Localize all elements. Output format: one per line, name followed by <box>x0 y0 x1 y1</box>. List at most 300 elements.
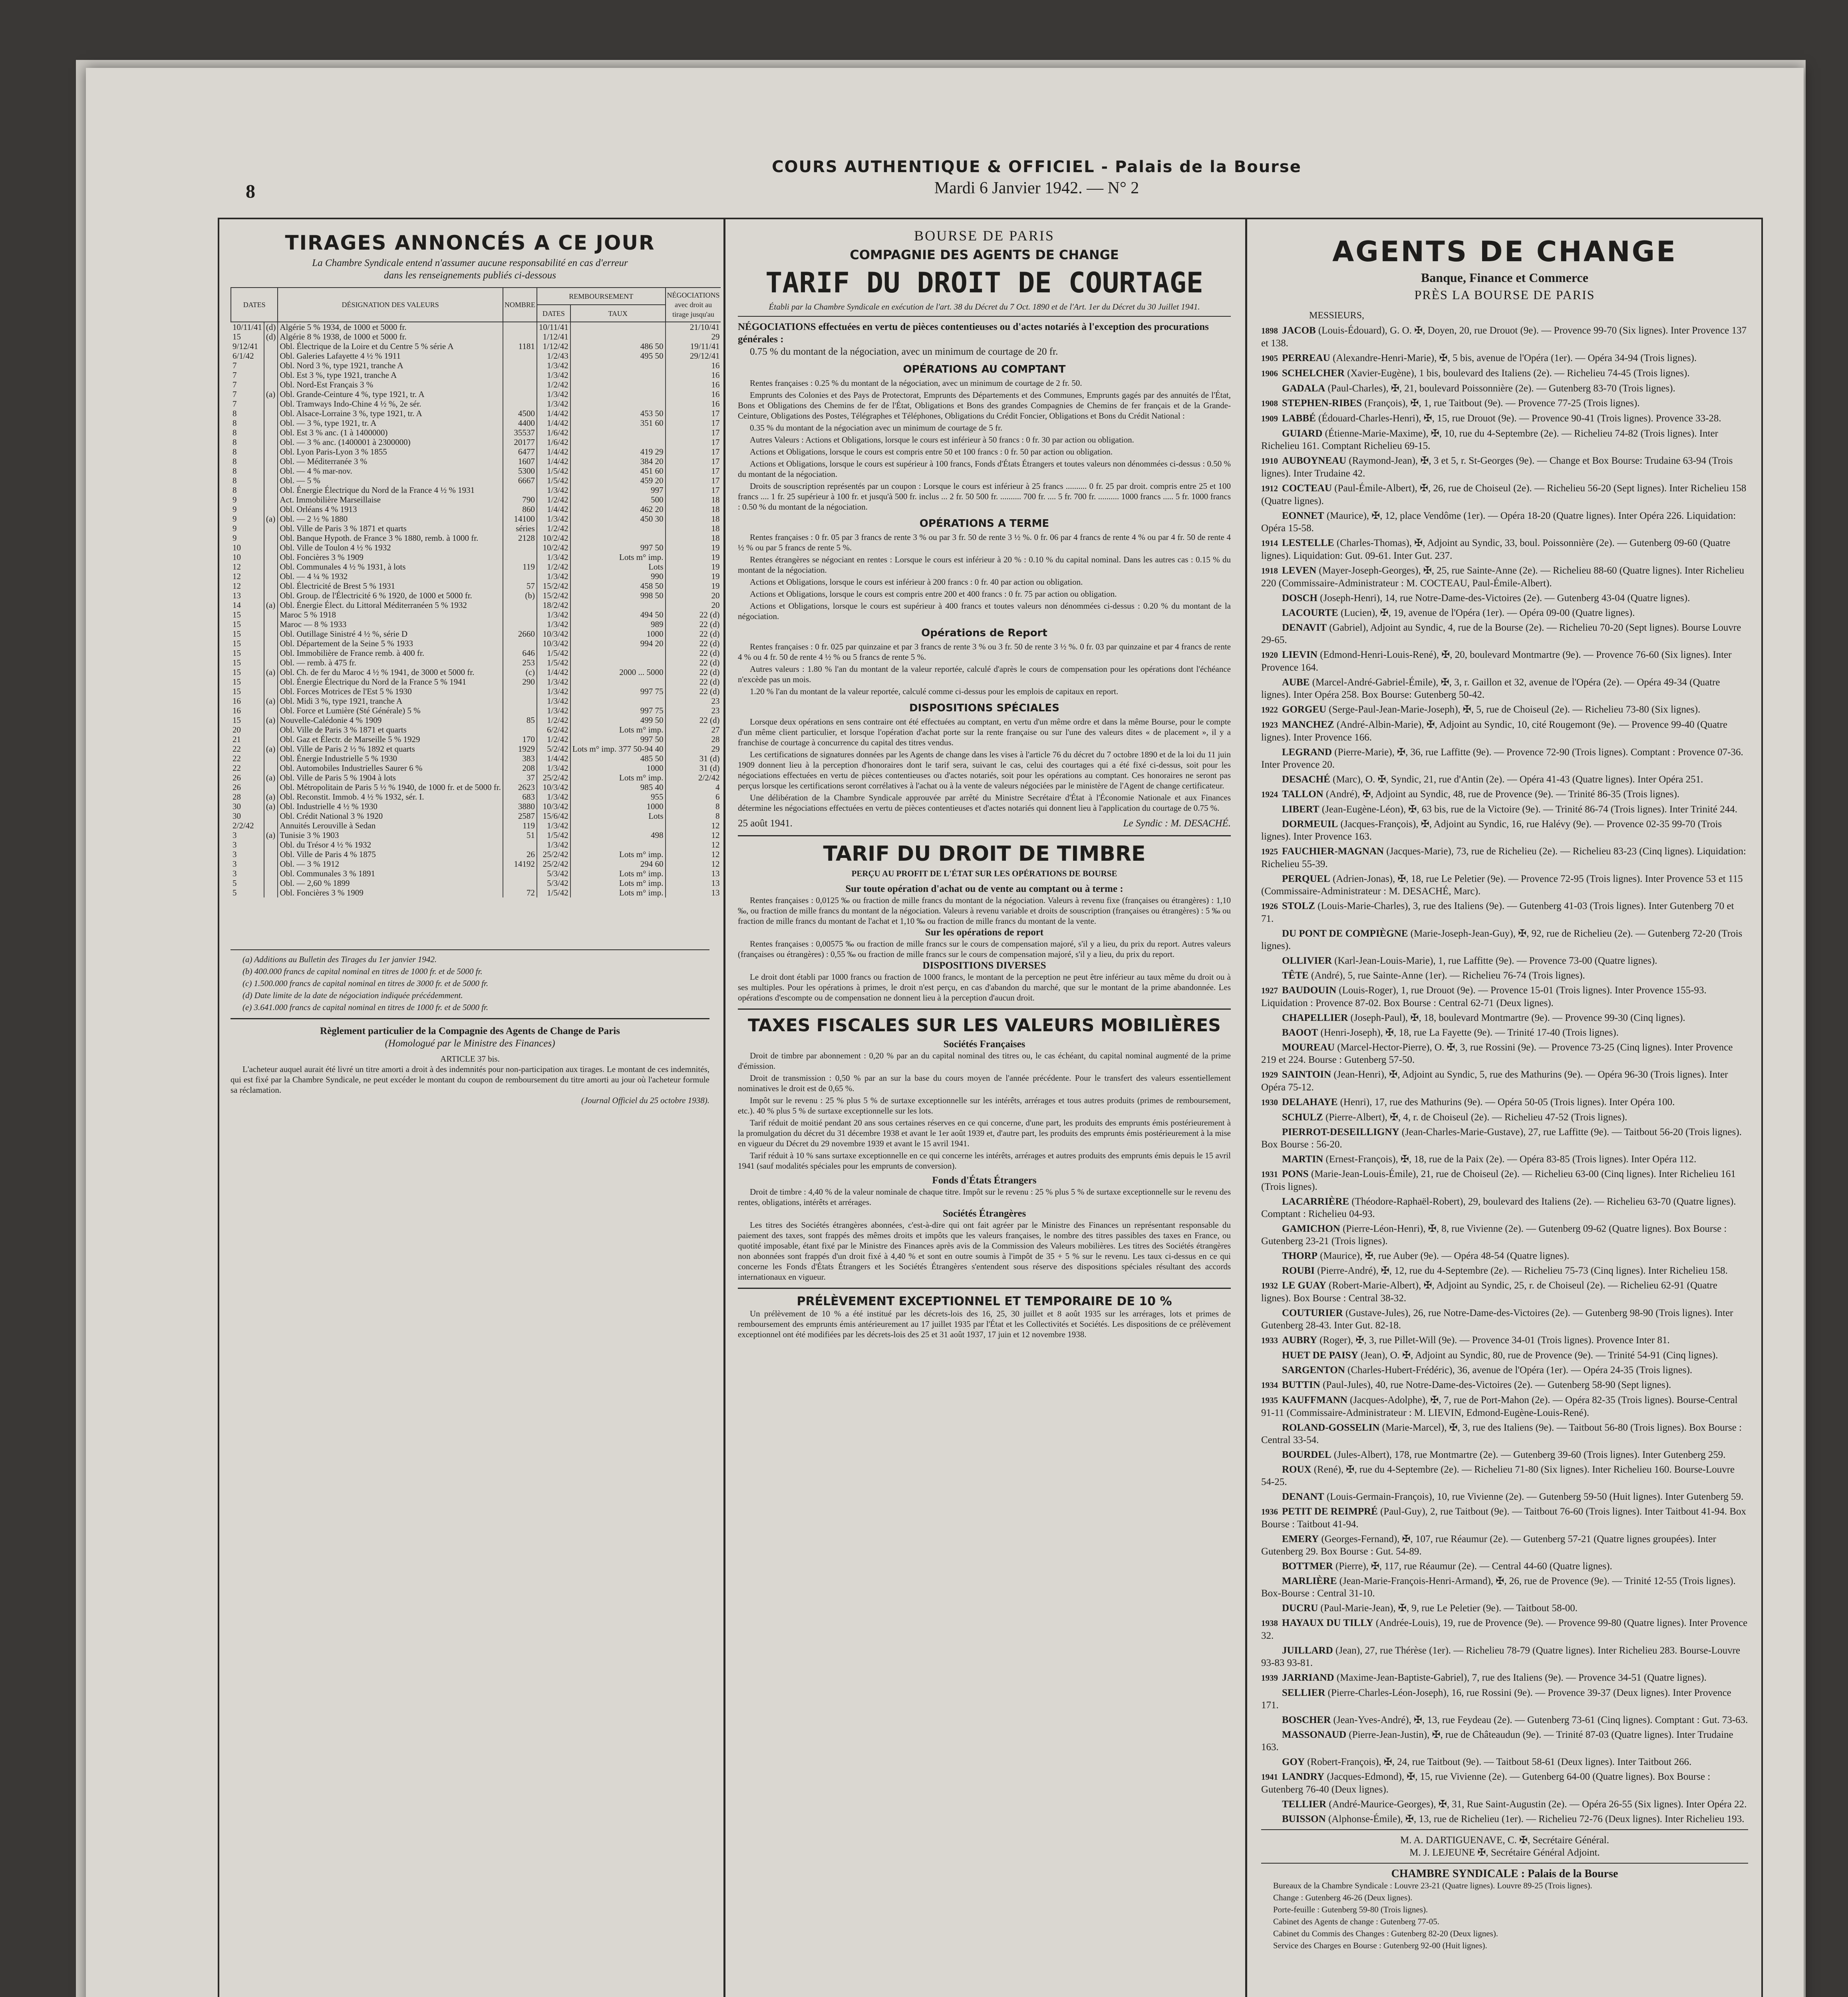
agent-name: DU PONT DE COMPIÈGNE <box>1282 928 1408 939</box>
tirage-cell: 15 <box>232 658 241 667</box>
tirage-cell: 16 <box>666 370 721 380</box>
tirage-cell: 500 <box>570 495 666 504</box>
agent-details: (Raymond-Jean), ✠, 3 et 5, r. St-Georges (9e). — Change et Box Bourse: Trudaine 63-94 (Trois lignes). Inter Trudaine 42. <box>1261 455 1733 479</box>
agent-name: SAINTOIN <box>1282 1069 1331 1080</box>
agent-details: (Charles-Hubert-Frédéric), 36, avenue de l'Opéra (1er). — Opéra 24-35 (Trois lignes). <box>1345 1365 1693 1376</box>
agent-entry <box>1261 1729 1748 1753</box>
agent-year: 1898 <box>1261 326 1278 335</box>
tirage-cell: 2587 <box>503 811 537 821</box>
tirage-cell: Obl. — 4 ¼ % 1932 <box>278 572 503 581</box>
tirage-cell <box>503 389 537 399</box>
tirage-cell: 10/3/42 <box>537 782 570 792</box>
agent-entry <box>1261 1153 1748 1165</box>
tirage-row <box>231 552 721 562</box>
tirage-cell: 10/11/41 <box>232 322 262 332</box>
reglement-text: L'acheteur auquel aurait été livré un titre amorti a droit à des indemnités pour non-participation aux tirages. Le montant de ces indemnités, qui est fixé par la Chambre Syndicale, ne peut excéder le montant du coupon de remboursement du titre amorti au jour où l'acheteur formule sa réclamation. <box>231 1064 709 1095</box>
agent-entry <box>1261 1687 1748 1711</box>
agent-entry <box>1261 984 1748 1009</box>
tirage-cell: 16 <box>666 361 721 370</box>
tirage-cell: Obl. — remb. à 475 fr. <box>278 658 503 667</box>
agent-details: (Pierre), ✠, 117, rue Réaumur (2e). — Central 44-60 (Quatre lignes). <box>1333 1561 1612 1572</box>
agent-name: JARRIAND <box>1282 1672 1334 1683</box>
agent-entry <box>1261 367 1748 380</box>
agent-entry <box>1261 607 1748 619</box>
tirage-cell: Obl. Ville de Paris 3 % 1871 et quarts <box>278 524 503 533</box>
agent-entry <box>1261 1168 1748 1193</box>
tirage-cell: 485 50 <box>570 754 666 763</box>
agent-name: GOY <box>1282 1757 1305 1767</box>
agent-year: 1932 <box>1261 1281 1278 1290</box>
agent-year: 1923 <box>1261 720 1278 730</box>
agent-entry <box>1261 1505 1748 1531</box>
tirage-cell: 1/3/42 <box>537 361 570 370</box>
tirage-cell <box>264 782 278 792</box>
tirage-row <box>231 782 721 792</box>
tirage-cell: Obl. Ville de Toulon 4 ½ % 1932 <box>278 543 503 552</box>
tirage-cell <box>264 658 278 667</box>
tirage-cell: 28 <box>666 734 721 744</box>
tirage-cell: 5/3/42 <box>537 869 570 878</box>
tirage-cell: (d) <box>264 322 278 332</box>
agent-entry <box>1261 510 1748 534</box>
tirage-row <box>231 437 721 447</box>
tirage-cell: Obl. Immobilière de France remb. à 400 fr. <box>278 648 503 658</box>
tirage-cell: Obl. Nord-Est Français 3 % <box>278 380 503 389</box>
agent-year: 1927 <box>1261 986 1278 995</box>
tirage-cell: (a) <box>264 667 278 677</box>
tirage-row <box>231 370 721 380</box>
courtage-column <box>727 219 1242 1997</box>
tirage-cell: 22 (d) <box>666 677 721 687</box>
dispositions-title: DISPOSITIONS SPÉCIALES <box>909 702 1060 714</box>
agent-details: (Théodore-Raphaël-Robert), 29, boulevard des Italiens (2e). — Richelieu 63-70 (Quatre lignes). Comptant : Richelieu 04-93. <box>1261 1196 1736 1219</box>
tirage-cell <box>264 725 278 734</box>
tirage-cell <box>503 552 537 562</box>
agent-name: MANCHEZ <box>1282 719 1334 730</box>
tirage-cell: 1181 <box>503 341 537 351</box>
agent-details: (Roger), ✠, 3, rue Pillet-Will (9e). — Provence 34-01 (Trois lignes). Provence Inter 81. <box>1317 1335 1670 1346</box>
prelevement-title: PRÉLÈVEMENT EXCEPTIONNEL ET TEMPORAIRE DE 10 % <box>797 1294 1172 1308</box>
agent-details: (Jacques-Marie), 73, rue de Richelieu (2e). — Richelieu 83-23 (Cinq lignes). Liquidation: Richelieu 55-39. <box>1261 846 1746 869</box>
tirage-cell: Algérie 8 % 1938, de 1000 et 5000 fr. <box>278 332 503 341</box>
tirage-row <box>231 524 721 533</box>
tirage-cell: Tunisie 3 % 1903 <box>278 830 503 840</box>
chambre-line: Cabinet du Commis des Changes : Gutenberg 82-20 (Deux lignes). <box>1273 1929 1498 1938</box>
agent-name: SELLIER <box>1282 1687 1325 1698</box>
tirage-cell <box>264 457 278 466</box>
tirage-cell: Lots m° imp. <box>570 850 666 859</box>
tirage-cell: 1/5/42 <box>537 648 570 658</box>
tirage-cell: 22 (d) <box>666 715 721 725</box>
tirage-cell: 17 <box>666 437 721 447</box>
tirage-cell: 10/2/42 <box>537 533 570 543</box>
agent-entry <box>1261 649 1748 674</box>
tirage-cell: 15/2/42 <box>537 591 570 600</box>
compagnie-heading: COMPAGNIE DES AGENTS DE CHANGE <box>850 247 1119 262</box>
tirage-cell <box>264 351 278 361</box>
tirage-cell: 16 <box>232 696 241 706</box>
agent-name: KAUFFMANN <box>1282 1395 1347 1405</box>
tirage-row <box>231 380 721 389</box>
tirage-cell: Obl. — 2 ½ % 1880 <box>278 514 503 524</box>
tirage-cell: 15 <box>232 667 241 677</box>
tirage-row <box>231 648 721 658</box>
societes-francaises-paragraph: Droit de transmission : 0,50 % par an sur la base du cours moyen de l'année précédente. Pour le transfert des valeurs essentiellement nominatives le droit est de 0,65 %. <box>738 1073 1231 1093</box>
tirage-cell: Obl. Électricité de Brest 5 % 1931 <box>278 581 503 591</box>
col-header-taux: TAUX <box>570 305 666 322</box>
tirage-cell: Lots m° imp. <box>570 878 666 888</box>
tirage-cell: Obl. Reconstit. Immob. 4 ½ % 1932, sér. I. <box>278 792 503 802</box>
tirage-cell <box>264 543 278 552</box>
tirage-cell: 31 (d) <box>666 754 721 763</box>
tirage-row <box>231 504 721 514</box>
societes-francaises-text <box>738 1050 1231 1171</box>
agent-details: (Robert-Marie-Albert), ✠, Adjoint au Syndic, 25, r. de Choiseul (2e). — Richelieu 62-91 (Quatre lignes). Box Bourse : Central 38-32. <box>1261 1280 1717 1304</box>
terme-paragraph: Actions et Obligations, lorsque le cours est supérieur à 400 francs et toutes valeurs non dénommées ci-dessus : 0.20 % du montant de la négociation. <box>738 601 1231 621</box>
agent-details: (Édouard-Charles-Henri), ✠, 15, rue Drouot (9e). — Provence 90-41 (Trois lignes). Provence 33-28. <box>1315 413 1721 424</box>
agent-details: (Robert-François), ✠, 24, rue Taitbout (9e). — Taitbout 58-61 (Deux lignes). Inter Taitbout 266. <box>1304 1757 1692 1767</box>
tirage-cell: 3 <box>232 840 237 850</box>
tirage-cell: 8 <box>232 418 237 428</box>
tirage-cell: 14 <box>232 600 241 610</box>
tirage-row <box>231 763 721 773</box>
societes-etrangeres-text: Les titres des Sociétés étrangères abonnées, c'est-à-dire qui ont fait agréer par le Ministre des Finances un représentant responsable du paiement des taxes, sont frappés des mêmes droits et impôts que les valeurs françaises, le nombre des titres passibles des taxes en France, ou quotité imposable, étant fixé par le Ministre des Finances après avis de la Commission des Valeurs mobilières. Les titres des Sociétés étrangères non abonnées sont frappés d'un droit fixé à 4,40 % et sont en outre soumis à l'impôt de 35 + 5 % sur le revenu. Les taux ci-dessus en ce qui concerne les Fonds d'États Étrangers et les Sociétés Étrangères s'entendent sous réserve des dispositions spéciales résultant des accords internationaux en vigueur. <box>738 1220 1231 1282</box>
societes-francaises-paragraph: Tarif réduit de moitié pendant 20 ans sous certaines réserves en ce qui concerne, d'une part, les produits des emprunts émis postérieurement à la promulgation du décret du 31 décembre 1938 et avant le 1er août 1939 et, d'autre part, les produits des emprunts émis postérieurement à la mise en vigueur du Décret du 29 novembre 1939 et avant le 15 avril 1941. <box>738 1118 1231 1148</box>
tirage-cell: 985 40 <box>570 782 666 792</box>
tirage-cell <box>264 409 278 418</box>
agent-name: TELLIER <box>1282 1799 1327 1810</box>
agent-details: (Louis-Édouard), G. O. ✠, Doyen, 20, rue Drouot (9e). — Provence 99-70 (Six lignes). Inter Provence 137 et 138. <box>1261 325 1747 349</box>
agent-name: EMERY <box>1282 1534 1319 1544</box>
chambre-lines <box>1261 1880 1748 1951</box>
tirage-cell: 15 <box>232 610 241 619</box>
tirage-note: (b) 400.000 francs de capital nominal en titres de 1000 fr. et de 5000 fr. <box>242 967 483 976</box>
tirage-row <box>231 821 721 830</box>
agent-entry <box>1261 1012 1748 1024</box>
agent-entry <box>1261 1575 1748 1600</box>
tirage-cell: 1/5/42 <box>537 476 570 485</box>
tirage-cell <box>570 428 666 437</box>
tirage-row <box>231 389 721 399</box>
tirage-cell: (a) <box>264 389 278 399</box>
tirage-cell: Obl. — 4 % mar-nov. <box>278 466 503 476</box>
tirage-cell: 119 <box>503 562 537 572</box>
agent-name: MOUREAU <box>1282 1042 1335 1053</box>
tirage-cell: 6 <box>666 792 721 802</box>
tirage-cell <box>264 476 278 485</box>
tirage-cell: 955 <box>570 792 666 802</box>
dispositions-paragraph: Une délibération de la Chambre Syndicale approuvée par arrêté du Ministre Secrétaire d'État à l'Économie Nationale et aux Finances détermine les négociations effectuées en vertu de pièces contentieuses et d'actes notariés qui donnent lieu à l'application du courtage de 0.75 %. <box>738 793 1231 813</box>
agent-year: 1926 <box>1261 901 1278 911</box>
tirage-cell: Obl. Département de la Seine 5 % 1933 <box>278 639 503 648</box>
tirage-cell: (a) <box>264 514 278 524</box>
agent-details: (Henri-Joseph), ✠, 18, rue La Fayette (9e). — Trinité 17-40 (Trois lignes). <box>1318 1027 1619 1038</box>
agent-name: HUET DE PAISY <box>1282 1350 1358 1361</box>
tirage-cell: 15 <box>232 677 241 687</box>
col-header-nombre: NOMBRE <box>503 288 537 322</box>
tirage-cell <box>264 687 278 696</box>
tirage-cell <box>264 734 278 744</box>
reglement-source: (Journal Officiel du 25 octobre 1938). <box>581 1096 709 1105</box>
tirage-cell <box>264 466 278 476</box>
tirage-cell: 1/3/42 <box>537 399 570 409</box>
fonds-etrangers-text: Droit de timbre : 4,40 % de la valeur nominale de chaque titre. Impôt sur le revenu : 25 % plus 5 % de surtaxe exceptionnelle sur le revenu des rentes, obligations, intérêts et arrérages. <box>738 1187 1231 1207</box>
agent-details: (Maxime-Jean-Baptiste-Gabriel), 7, rue des Italiens (9e). — Provence 34-51 (Quatre lignes). <box>1334 1672 1707 1683</box>
courtage-title: TARIF DU DROIT DE COURTAGE <box>765 266 1203 299</box>
tirage-cell <box>570 533 666 543</box>
masthead <box>647 158 1426 198</box>
tirage-cell: 26 <box>232 782 241 792</box>
comptant-paragraph: 0.35 % du montant de la négociation avec un minimum de courtage de 5 fr. <box>750 423 1003 433</box>
tirage-cell <box>570 648 666 658</box>
tirage-cell: 998 50 <box>570 591 666 600</box>
tirage-cell: 17 <box>666 466 721 476</box>
agent-details: (Marie-Joseph-Jean-Guy), ✠, 92, rue de Richelieu (2e). — Gutenberg 72-20 (Trois lignes). <box>1261 928 1743 951</box>
agent-year: 1922 <box>1261 705 1278 715</box>
agent-name: BAOOT <box>1282 1027 1318 1038</box>
agent-name: BAUDOUIN <box>1282 985 1337 996</box>
tirage-cell: Obl. Ville de Paris 4 % 1875 <box>278 850 503 859</box>
agent-entry <box>1261 1771 1748 1796</box>
tirage-cell: 5 <box>232 888 237 897</box>
tirage-cell: 17 <box>666 428 721 437</box>
agent-year: 1925 <box>1261 847 1278 856</box>
tirage-cell: 990 <box>570 572 666 581</box>
agent-details: (Louis-Germain-François), 10, rue Vivienne (2e). — Gutenberg 59-50 (Huit lignes). Inter Gutenberg 59. <box>1324 1491 1744 1502</box>
column-divider <box>723 219 725 1997</box>
agent-entry <box>1261 482 1748 507</box>
agent-name: BOTTMER <box>1282 1561 1333 1572</box>
tirage-cell: 5/2/42 <box>537 744 570 754</box>
tirage-cell: 20177 <box>503 437 537 447</box>
tirage-cell: 25/2/42 <box>537 850 570 859</box>
agent-entry <box>1261 455 1748 480</box>
agents-title: AGENTS DE CHANGE <box>1332 235 1677 268</box>
tirage-cell: 997 <box>570 485 666 495</box>
tirages-table <box>231 287 721 897</box>
tirage-cell: 495 50 <box>570 351 666 361</box>
agent-entry <box>1261 1265 1748 1277</box>
agent-details: (Étienne-Marie-Maxime), ✠, 10, rue du 4-Septembre (2e). — Richelieu 74-82 (Trois lignes). Inter Richelieu 161. Comptant Richelieu 69-15. <box>1261 428 1718 451</box>
agent-entry <box>1261 1223 1748 1247</box>
tirage-cell: 20 <box>666 600 721 610</box>
tirage-cell <box>264 581 278 591</box>
tirage-cell: (a) <box>264 830 278 840</box>
tirage-cell: 1/3/42 <box>537 792 570 802</box>
agent-details: (Joseph-Henri), 14, rue Notre-Dame-des-Victoires (2e). — Gutenberg 43-04 (Quatre lignes). <box>1317 593 1690 603</box>
tirage-row <box>231 543 721 552</box>
tirage-cell <box>264 533 278 543</box>
tirage-cell: 22 (d) <box>666 687 721 696</box>
tirage-row <box>231 447 721 457</box>
tirage-cell: 13 <box>666 888 721 897</box>
tirage-cell: 9 <box>232 524 237 533</box>
tirage-note: (a) Additions au Bulletin des Tirages du 1er janvier 1942. <box>242 955 437 964</box>
tirage-cell: 1/4/42 <box>537 504 570 514</box>
terme-title: OPÉRATIONS A TERME <box>919 518 1049 530</box>
tirage-cell: 12 <box>666 850 721 859</box>
tirage-cell: Lots m° imp. 377 50-94 40 <box>570 744 666 754</box>
agent-name: TALLON <box>1282 789 1323 800</box>
tirage-cell: 253 <box>503 658 537 667</box>
tirage-cell: 51 <box>503 830 537 840</box>
tirage-cell: 383 <box>503 754 537 763</box>
agent-name: MASSONAUD <box>1282 1729 1347 1740</box>
timbre-title: TARIF DU DROIT DE TIMBRE <box>823 842 1146 866</box>
tirage-cell: 26 <box>503 850 537 859</box>
dispositions-paragraph: Lorsque deux opérations en sens contraire ont été effectuées au comptant, en vertu d'un même ordre et dans la même Bourse, pour le compte d'un même client particulier, et lorsque l'opération d'achat porte sur la rente française ou sur l'une des valeurs dites « de placement », il y a franchise de courtage à concurrence du capital des titres vendus. <box>738 717 1231 747</box>
tirage-cell <box>264 610 278 619</box>
tirage-cell <box>503 696 537 706</box>
agent-entry <box>1261 746 1748 771</box>
agent-name: JACOB <box>1282 325 1316 336</box>
agent-year: 1938 <box>1261 1618 1278 1628</box>
column-divider <box>1245 219 1247 1997</box>
tirage-cell: Obl. Automobiles Industrielles Saurer 6 % <box>278 763 503 773</box>
timbre-diverses-title: DISPOSITIONS DIVERSES <box>922 960 1046 971</box>
tirage-cell: 37 <box>503 773 537 782</box>
agent-year: 1905 <box>1261 353 1278 363</box>
tirage-cell: 7 <box>232 361 237 370</box>
tirage-cell <box>503 725 537 734</box>
tirage-cell <box>503 399 537 409</box>
agent-entry <box>1261 845 1748 870</box>
tirage-cell <box>570 524 666 533</box>
tirage-cell: 1/3/42 <box>537 552 570 562</box>
tirage-cell: 17 <box>666 457 721 466</box>
agent-details: (André), ✠, Adjoint au Syndic, 48, rue de Provence (9e). — Trinité 86-35 (Trois lignes). <box>1323 789 1680 800</box>
tirage-cell: (a) <box>264 696 278 706</box>
tirage-cell: 18 <box>666 533 721 543</box>
tirage-row <box>231 639 721 648</box>
tirage-cell: 790 <box>503 495 537 504</box>
tirage-cell: Obl. Banque Hypoth. de France 3 % 1880, remb. à 1000 fr. <box>278 533 503 543</box>
tirage-cell: 1/2/42 <box>537 495 570 504</box>
tirage-cell: 15/2/42 <box>537 581 570 591</box>
tirage-cell: 17 <box>666 418 721 428</box>
agent-entry <box>1261 1714 1748 1726</box>
tirage-cell: 997 75 <box>570 687 666 696</box>
tirage-cell <box>503 322 537 332</box>
tirage-row <box>231 667 721 677</box>
tirage-cell: 1/2/42 <box>537 734 570 744</box>
agent-entry <box>1261 537 1748 562</box>
tirage-row <box>231 706 721 715</box>
chambre-line: Service des Charges en Bourse : Gutenberg 92-00 (Huit lignes). <box>1273 1941 1487 1950</box>
agent-year: 1934 <box>1261 1380 1278 1390</box>
tirage-cell: 1/3/42 <box>537 389 570 399</box>
timbre-report-title: Sur les opérations de report <box>925 927 1044 938</box>
tirage-cell: 9 <box>232 495 237 504</box>
tirage-cell: 12 <box>666 859 721 869</box>
tirage-cell: 15 <box>232 639 241 648</box>
tirage-cell: Obl. Énergie Élect. du Littoral Méditerranéen 5 % 1932 <box>278 600 503 610</box>
tirage-cell: 10 <box>232 543 241 552</box>
tirage-row <box>231 792 721 802</box>
tirage-cell: 7 <box>232 370 237 380</box>
tirage-cell <box>264 428 278 437</box>
terme-paragraph: Actions et Obligations, lorsque le cours est inférieur à 200 francs : 0 fr. 40 par action ou obligation. <box>750 577 1083 587</box>
agent-details: (Maurice), ✠, 12, place Vendôme (1er). — Opéra 18-20 (Quatre lignes). Inter Opéra 226. Liquidation: Opéra 15-58. <box>1261 510 1736 534</box>
tirage-cell: 6/1/42 <box>232 351 254 361</box>
tirage-cell: 1/3/42 <box>537 677 570 687</box>
agent-name: DORMEUIL <box>1282 819 1338 830</box>
tirage-cell: (b) <box>503 591 537 600</box>
tirage-cell: 1/2/42 <box>537 524 570 533</box>
tirage-cell: Lots m° imp. <box>570 552 666 562</box>
tirage-cell: 3 <box>232 859 237 869</box>
agent-entry <box>1261 1533 1748 1558</box>
agent-details: (Karl-Jean-Louis-Marie), 1, rue Laffitte (9e). — Provence 73-00 (Quatre lignes). <box>1332 955 1657 966</box>
tirage-cell: 31 (d) <box>666 763 721 773</box>
tirage-cell: 2623 <box>503 782 537 792</box>
tirage-cell: 18 <box>666 495 721 504</box>
tirage-row <box>231 610 721 619</box>
tirage-cell: Obl. Outillage Sinistré 4 ½ %, série D <box>278 629 503 639</box>
tirage-note: (e) 3.641.000 francs de capital nominal en titres de 1000 fr. et de 5000 fr. <box>242 1002 489 1012</box>
agent-name: LABBÉ <box>1282 413 1316 424</box>
tirage-cell <box>264 552 278 562</box>
tirage-row <box>231 457 721 466</box>
courtage-date: 25 août 1941. <box>738 818 793 829</box>
agent-details: (Marc), O. ✠, Syndic, 21, rue d'Antin (2e). — Opéra 41-43 (Quatre lignes). Inter Opéra 251. <box>1330 774 1703 785</box>
tirage-cell: 1/6/42 <box>537 437 570 447</box>
tirage-cell: 15 <box>232 619 241 629</box>
tirage-cell: Obl. Foncières 3 % 1909 <box>278 888 503 897</box>
agent-details: (Pierre-Marie), ✠, 36, rue Laffitte (9e). — Provence 72-90 (Trois lignes). Comptant : Provence 07-36. Inter Provence 20. <box>1261 747 1743 770</box>
tirage-row <box>231 773 721 782</box>
tirage-row <box>231 428 721 437</box>
agent-entry <box>1261 1560 1748 1572</box>
tirage-row <box>231 696 721 706</box>
tirage-cell <box>264 341 278 351</box>
tirage-cell <box>503 610 537 619</box>
tirage-cell: Obl. Communales 3 % 1891 <box>278 869 503 878</box>
tirage-cell <box>264 524 278 533</box>
societes-francaises-paragraph: Droit de timbre par abonnement : 0,20 % par an du capital nominal des titres ou, le cas échéant, du capital nominal augmenté de la prime d'émission. <box>738 1051 1231 1071</box>
agent-entry <box>1261 1195 1748 1220</box>
tirage-cell: 28 <box>232 792 241 802</box>
tirage-cell: Obl. du Trésor 4 ½ % 1932 <box>278 840 503 850</box>
agent-details: (Jean-Charles-Marie-Gustave), 27, rue Laffitte (9e). — Taitbout 56-20 (Trois lignes). Box Bourse : 56-20. <box>1261 1127 1742 1150</box>
agent-entry <box>1261 1756 1748 1768</box>
tirage-cell: Obl. — 5 % <box>278 476 503 485</box>
tirage-row <box>231 418 721 428</box>
tirage-cell: 462 20 <box>570 504 666 514</box>
agent-name: LEVEN <box>1282 565 1317 576</box>
agent-year: 1935 <box>1261 1396 1278 1405</box>
tirage-cell: 3880 <box>503 802 537 811</box>
agent-details: (Adrien-Jonas), ✠, 18, rue Le Peletier (9e). — Provence 72-95 (Trois lignes). Inter Provence 53 et 115 (Commissaire-Administrateur : M. DESACHÉ, Marc). <box>1261 873 1743 897</box>
tirage-cell <box>264 821 278 830</box>
agent-name: LESTELLE <box>1282 538 1334 548</box>
agent-details: (Marie-Jean-Louis-Émile), 21, rue de Choiseul (2e). — Richelieu 63-00 (Cinq lignes). Inter Richelieu 161 (Trois lignes). <box>1261 1169 1736 1192</box>
agent-entry <box>1261 382 1748 395</box>
tirage-cell: 1/12/41 <box>537 332 570 341</box>
tirage-cell: Lots m° imp. <box>570 725 666 734</box>
tirage-cell: Obl. Alsace-Lorraine 3 %, type 1921, tr. A <box>278 409 503 418</box>
timbre-subtitle: PERÇU AU PROFIT DE L'ÉTAT SUR LES OPÉRATIONS DE BOURSE <box>851 869 1117 878</box>
agent-entry <box>1261 1671 1748 1684</box>
agent-details: (Jules-Albert), 178, rue Montmartre (2e). — Gutenberg 39-60 (Trois lignes). Inter Gutenberg 259. <box>1331 1449 1726 1460</box>
tirage-cell: 459 20 <box>570 476 666 485</box>
agent-entry <box>1261 1279 1748 1304</box>
agent-entry <box>1261 955 1748 967</box>
agent-entry <box>1261 1068 1748 1094</box>
tirage-cell: 1/3/42 <box>537 821 570 830</box>
tirage-cell: 1/2/42 <box>537 562 570 572</box>
agent-entry <box>1261 969 1748 982</box>
